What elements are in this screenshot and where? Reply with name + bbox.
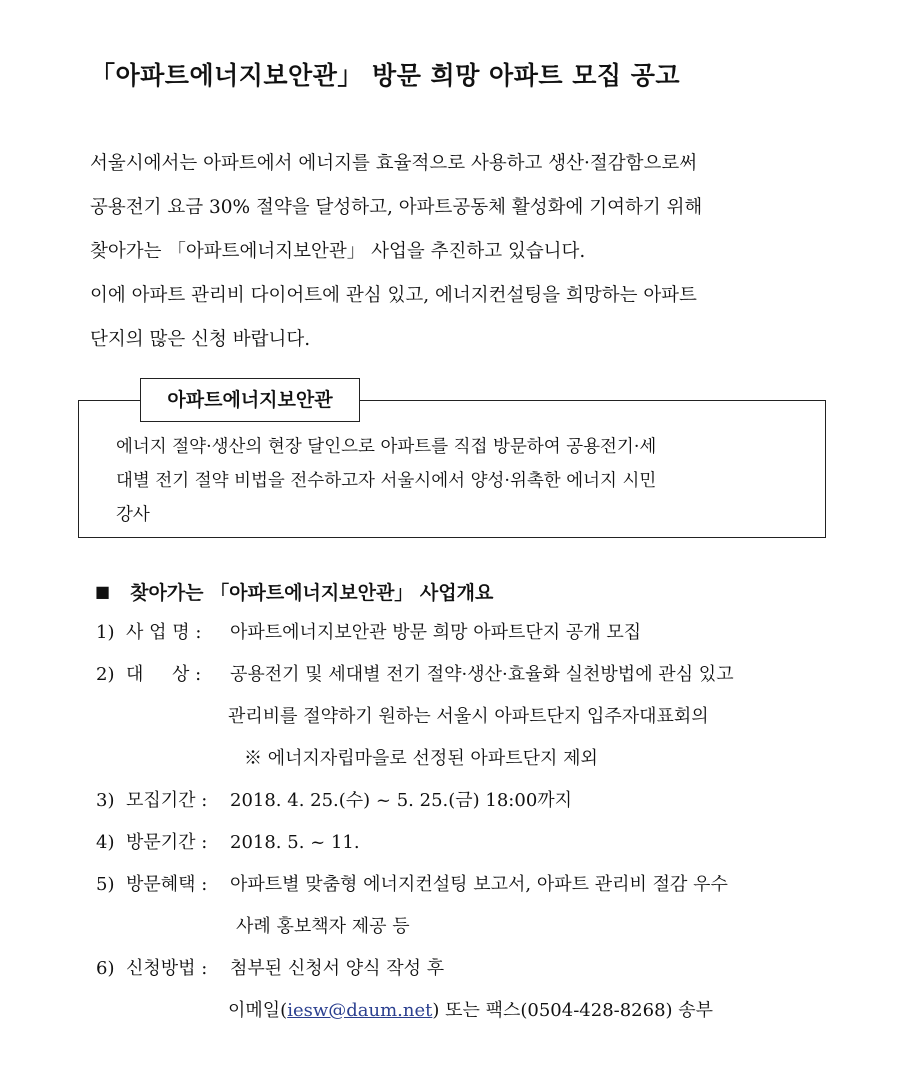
definition-box-text (116, 432, 796, 534)
list-item (96, 950, 836, 992)
intro-paragraph (90, 146, 850, 366)
list-item-continuation (96, 992, 836, 1034)
list-item (96, 866, 836, 908)
overview-heading (95, 578, 855, 608)
item-number: 6) (96, 958, 115, 979)
definition-box-label: 아파트에너지보안관 (140, 378, 360, 422)
item-number: 2) (96, 664, 115, 685)
list-item-continuation (96, 908, 836, 950)
list-item (96, 614, 836, 656)
intro-line: 서울시에서는 아파트에서 에너지를 효율적으로 사용하고 생산·절감함으로써 (90, 153, 698, 174)
overview-heading-text: 찾아가는 「아파트에너지보안관」 사업개요 (130, 582, 494, 604)
intro-line: 이에 아파트 관리비 다이어트에 관심 있고, 에너지컨설팅을 희망하는 아파트 (90, 285, 697, 306)
email-prefix: 이메일( (228, 1000, 288, 1021)
item-value: 2018. 5. ~ 11. (230, 832, 360, 853)
overview-list (96, 614, 836, 1034)
item-value-continued (228, 992, 713, 1030)
email-link[interactable]: iesw@daum.net (287, 1000, 433, 1021)
item-value: 첨부된 신청서 양식 작성 후 (230, 958, 445, 979)
item-note: ※ 에너지자립마을로 선정된 아파트단지 제외 (244, 748, 598, 769)
item-value: 아파트에너지보안관 방문 희망 아파트단지 공개 모집 (230, 622, 642, 643)
item-value: 공용전기 및 세대별 전기 절약·생산·효율화 실천방법에 관심 있고 (230, 664, 734, 685)
list-item-note (96, 740, 836, 782)
square-bullet-icon: ■ (95, 582, 111, 601)
item-value: 아파트별 맞춤형 에너지컨설팅 보고서, 아파트 관리비 절감 우수 (230, 874, 728, 895)
item-label: 사 업 명 : (126, 622, 202, 643)
item-number: 1) (96, 622, 115, 643)
list-item (96, 782, 836, 824)
item-label: 모집기간 : (126, 790, 208, 811)
intro-line: 단지의 많은 신청 바랍니다. (90, 329, 311, 350)
list-item (96, 824, 836, 866)
item-value: 2018. 4. 25.(수) ~ 5. 25.(금) 18:00까지 (230, 790, 573, 811)
item-label: 대 상 : (126, 664, 202, 685)
item-label: 방문혜택 : (126, 874, 208, 895)
item-number: 3) (96, 790, 115, 811)
list-item-continuation (96, 698, 836, 740)
page-title: 「아파트에너지보안관」 방문 희망 아파트 모집 공고 (90, 61, 681, 90)
item-number: 4) (96, 832, 115, 853)
item-number: 5) (96, 874, 115, 895)
definition-line: 대별 전기 절약 비법을 전수하고자 서울시에서 양성·위촉한 에너지 시민 (116, 471, 657, 491)
email-suffix: ) 또는 팩스(0504-428-8268) 송부 (432, 1000, 714, 1021)
item-label: 신청방법 : (126, 958, 208, 979)
intro-line: 공용전기 요금 30% 절약을 달성하고, 아파트공동체 활성화에 기여하기 위해 (90, 197, 703, 218)
definition-line: 강사 (116, 505, 150, 525)
item-label: 방문기간 : (126, 832, 208, 853)
list-item (96, 656, 836, 698)
definition-line: 에너지 절약·생산의 현장 달인으로 아파트를 직접 방문하여 공용전기·세 (116, 437, 657, 457)
intro-line: 찾아가는 「아파트에너지보안관」 사업을 추진하고 있습니다. (90, 241, 586, 262)
item-value-continued: 관리비를 절약하기 원하는 서울시 아파트단지 입주자대표회의 (228, 706, 709, 727)
item-value-continued: 사례 홍보책자 제공 등 (236, 916, 410, 937)
